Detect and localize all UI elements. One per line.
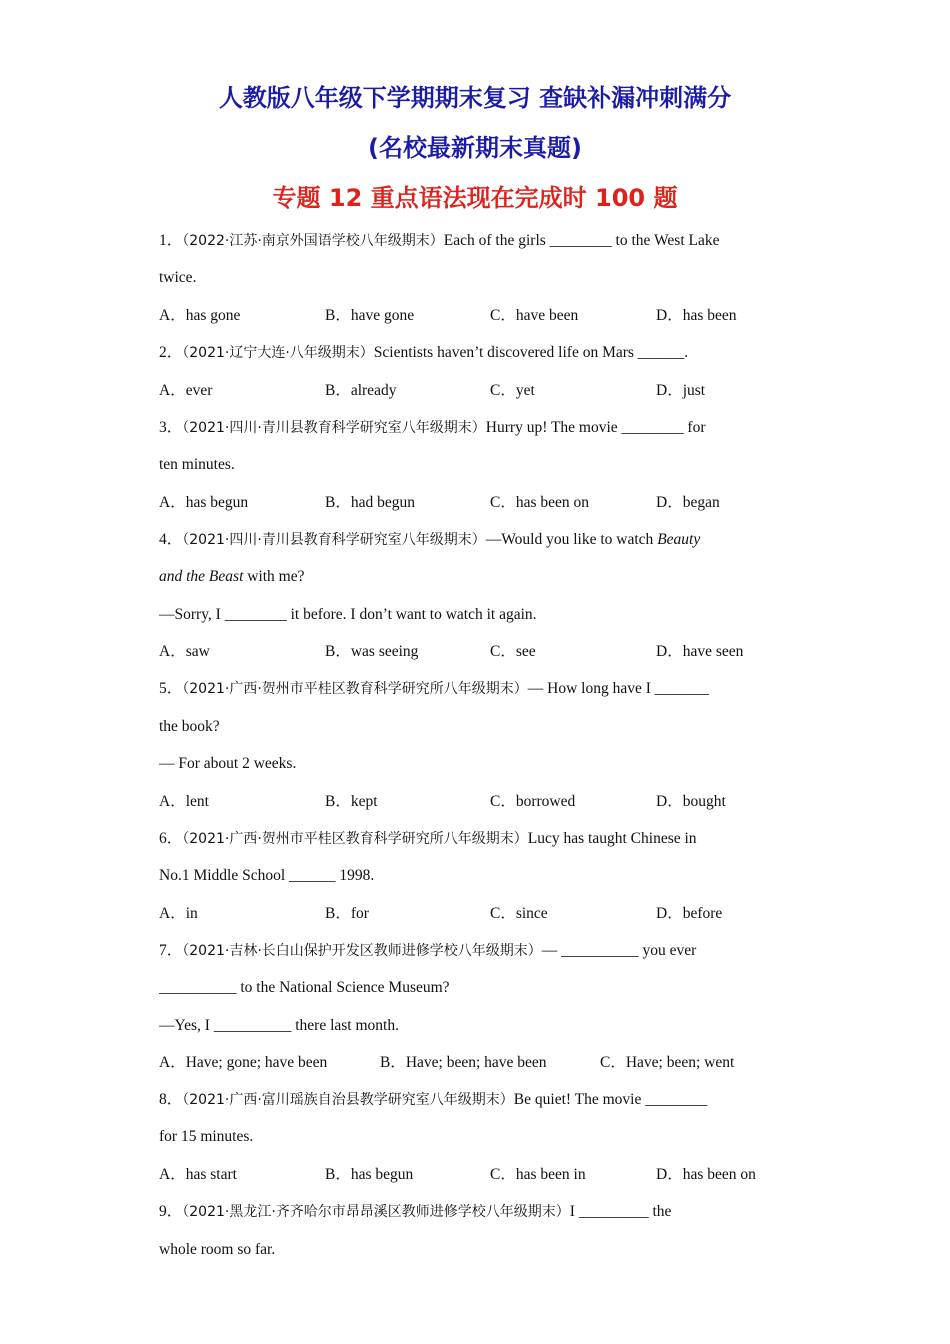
question-text: — How long have I _______ bbox=[527, 680, 710, 697]
doc-title: 人教版八年级下学期期末复习 查缺补漏冲刺满分 bbox=[218, 84, 732, 112]
option-c[interactable]: C．Have; been; went bbox=[600, 1054, 735, 1071]
option-b[interactable]: B．have gone bbox=[325, 307, 415, 324]
question-source: （2021·辽宁大连·八年级期末） bbox=[182, 345, 374, 361]
option-a[interactable]: A．ever bbox=[159, 382, 213, 399]
question-2 bbox=[159, 343, 799, 363]
option-b[interactable]: B．Have; been; have been bbox=[380, 1054, 547, 1071]
question-number: 4． bbox=[159, 531, 183, 548]
option-a[interactable]: A．lent bbox=[159, 793, 209, 810]
movie-title-part: Beauty bbox=[657, 531, 701, 548]
option-d[interactable]: D．bought bbox=[656, 793, 726, 810]
option-c[interactable]: C．borrowed bbox=[490, 793, 576, 810]
question-number: 2． bbox=[159, 344, 183, 361]
question-number: 3． bbox=[159, 419, 183, 436]
question-text: with me? bbox=[243, 568, 305, 585]
option-c[interactable]: C．has been in bbox=[490, 1166, 586, 1183]
option-a[interactable]: A．Have; gone; have been bbox=[159, 1054, 328, 1071]
option-b[interactable]: B．already bbox=[325, 382, 397, 399]
question-text: Scientists haven’t discovered life on Mars ______. bbox=[373, 344, 689, 361]
option-c[interactable]: C．yet bbox=[490, 382, 535, 399]
question-number: 9． bbox=[159, 1203, 183, 1220]
option-d[interactable]: D．before bbox=[656, 905, 723, 922]
question-text-cont bbox=[159, 567, 799, 587]
question-source: （2021·吉林·长白山保护开发区教师进修学校八年级期末） bbox=[182, 943, 542, 959]
question-4 bbox=[159, 530, 799, 550]
question-text: Lucy has taught Chinese in bbox=[527, 830, 697, 847]
question-text-cont: ten minutes. bbox=[159, 456, 235, 473]
question-text: I _________ the bbox=[569, 1203, 672, 1220]
question-6 bbox=[159, 829, 799, 849]
question-source: （2021·广西·贺州市平桂区教育科学研究所八年级期末） bbox=[182, 831, 528, 847]
option-d[interactable]: D．have seen bbox=[656, 643, 744, 660]
option-b[interactable]: B．had begun bbox=[325, 494, 415, 511]
question-source: （2021·四川·青川县教育科学研究室八年级期末） bbox=[182, 420, 486, 436]
movie-title-part: and the Beast bbox=[159, 568, 244, 585]
question-text-cont: twice. bbox=[159, 269, 197, 286]
question-number: 6． bbox=[159, 830, 183, 847]
question-text: — __________ you ever bbox=[541, 942, 697, 959]
question-number: 1． bbox=[159, 232, 183, 249]
question-number: 7． bbox=[159, 942, 183, 959]
question-source: （2021·广西·贺州市平桂区教育科学研究所八年级期末） bbox=[182, 681, 528, 697]
option-b[interactable]: B．kept bbox=[325, 793, 378, 810]
question-text: Hurry up! The movie ________ for bbox=[485, 419, 706, 436]
question-source: （2021·四川·青川县教育科学研究室八年级期末） bbox=[182, 532, 486, 548]
option-b[interactable]: B．has begun bbox=[325, 1166, 414, 1183]
option-b[interactable]: B．was seeing bbox=[325, 643, 419, 660]
question-source: （2021·广西·富川瑶族自治县教学研究室八年级期末） bbox=[182, 1092, 514, 1108]
option-c[interactable]: C．has been on bbox=[490, 494, 590, 511]
option-c[interactable]: C．have been bbox=[490, 307, 579, 324]
question-3 bbox=[159, 418, 799, 438]
question-text-cont: for 15 minutes. bbox=[159, 1128, 254, 1145]
question-text: —Would you like to watch bbox=[485, 531, 658, 548]
topic-title: 专题 12 重点语法现在完成时 100 题 bbox=[272, 184, 678, 212]
option-a[interactable]: A．in bbox=[159, 905, 198, 922]
question-source: （2022·江苏·南京外国语学校八年级期末） bbox=[182, 233, 444, 249]
question-source: （2021·黑龙江·齐齐哈尔市昂昂溪区教师进修学校八年级期末） bbox=[182, 1204, 570, 1220]
option-c[interactable]: C．see bbox=[490, 643, 536, 660]
dialogue-line: — For about 2 weeks. bbox=[159, 755, 297, 772]
option-a[interactable]: A．has begun bbox=[159, 494, 249, 511]
option-c[interactable]: C．since bbox=[490, 905, 548, 922]
question-text: Each of the girls ________ to the West Lake bbox=[443, 232, 720, 249]
option-a[interactable]: A．has start bbox=[159, 1166, 237, 1183]
doc-subtitle: (名校最新期末真题) bbox=[368, 134, 582, 162]
question-text-cont: the book? bbox=[159, 718, 220, 735]
question-8 bbox=[159, 1090, 799, 1110]
question-text-cont: whole room so far. bbox=[159, 1241, 276, 1258]
question-7 bbox=[159, 941, 799, 961]
option-d[interactable]: D．has been on bbox=[656, 1166, 756, 1183]
question-5 bbox=[159, 679, 799, 699]
option-a[interactable]: A．saw bbox=[159, 643, 210, 660]
question-1 bbox=[159, 231, 799, 251]
option-d[interactable]: D．just bbox=[656, 382, 706, 399]
question-number: 8． bbox=[159, 1091, 183, 1108]
option-a[interactable]: A．has gone bbox=[159, 307, 241, 324]
question-number: 5． bbox=[159, 680, 183, 697]
option-b[interactable]: B．for bbox=[325, 905, 369, 922]
question-text-cont: No.1 Middle School ______ 1998. bbox=[159, 867, 375, 884]
dialogue-line: —Yes, I __________ there last month. bbox=[159, 1017, 399, 1034]
option-d[interactable]: D．has been bbox=[656, 307, 737, 324]
question-text: Be quiet! The movie ________ bbox=[513, 1091, 708, 1108]
question-text-cont: __________ to the National Science Museum? bbox=[159, 979, 450, 996]
question-9 bbox=[159, 1202, 799, 1222]
dialogue-line: —Sorry, I ________ it before. I don’t want to watch it again. bbox=[159, 606, 537, 623]
option-d[interactable]: D．began bbox=[656, 494, 720, 511]
